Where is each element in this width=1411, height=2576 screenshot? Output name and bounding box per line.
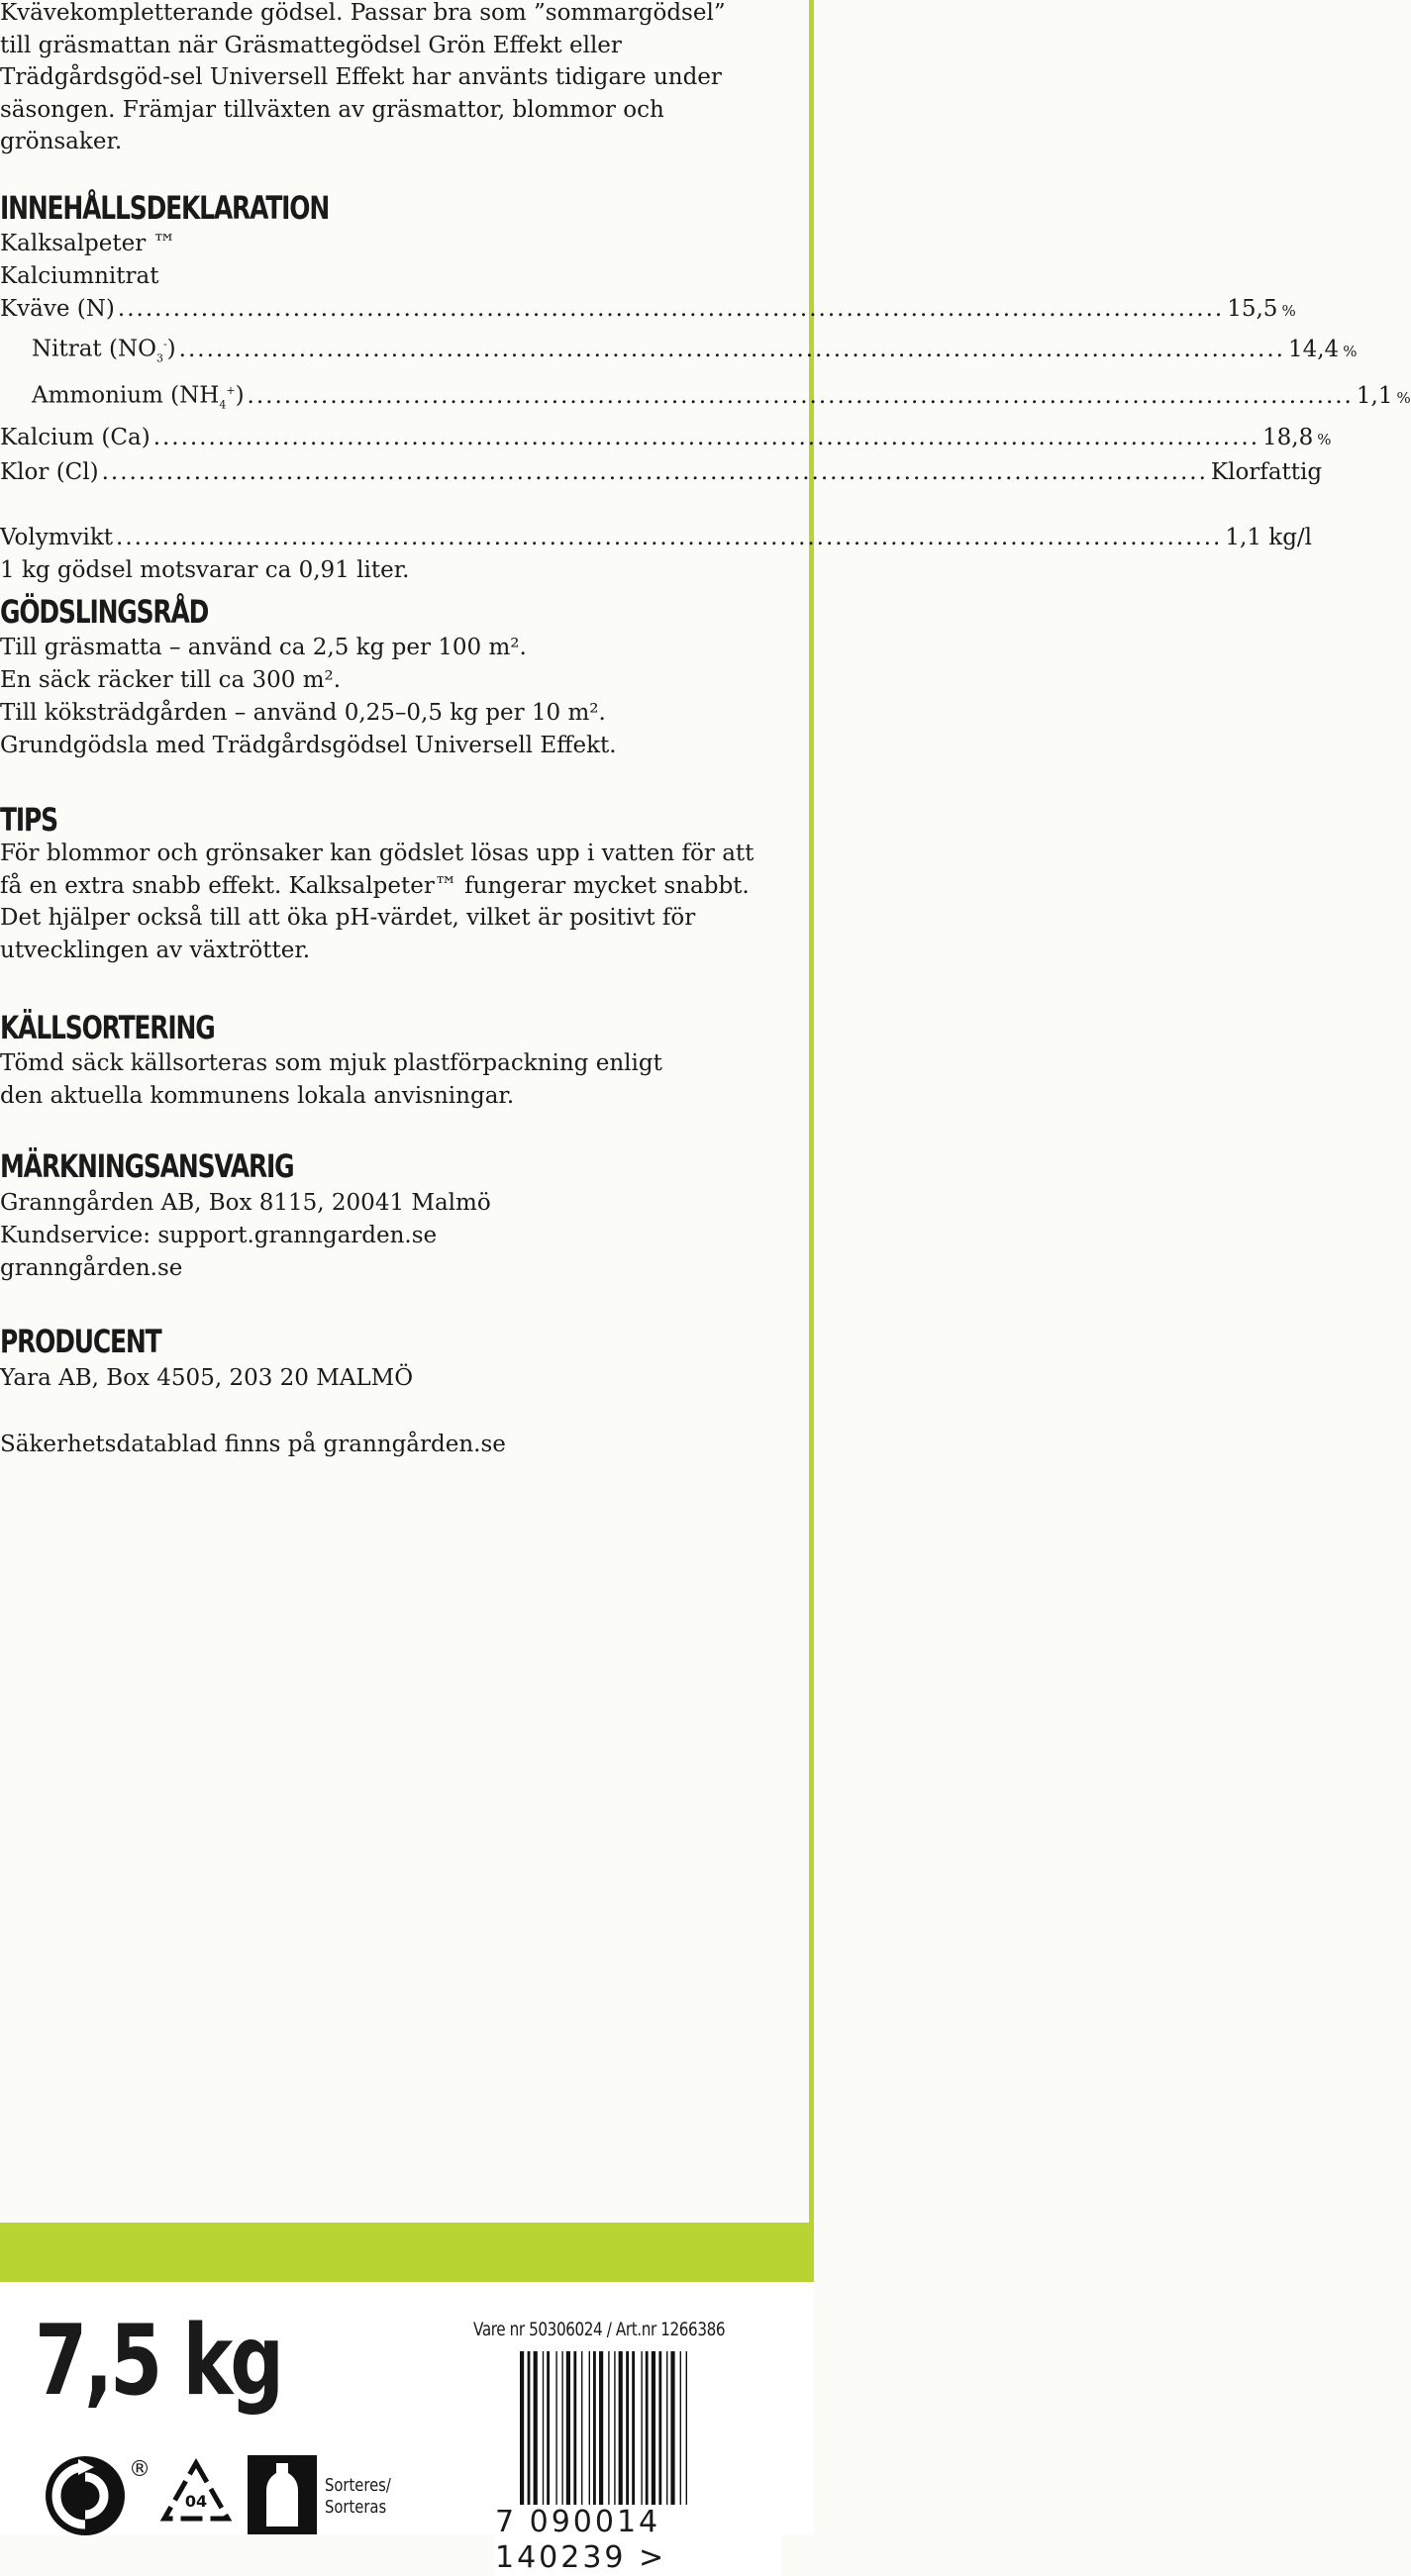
tips-text: För blommor och grönsaker kan gödslet lösas upp i vatten för att få en extra snabb effekt. Kalksalpeter™ fungerar mycket snabbt. Det hjälper också till att öka pH-värdet, vilket är positivt för utvecklingen av växtrötter. (0, 841, 755, 963)
advice-block (0, 632, 738, 762)
volume-note: 1 kg gödsel motsvarar ca 0,91 liter. (0, 556, 410, 583)
bottle-sorting-icon (248, 2455, 317, 2534)
producer-address: Yara AB, Box 4505, 203 20 MALMÖ (0, 1365, 414, 1391)
producer-heading: PRODUCENT (0, 1323, 161, 1360)
advice-heading: GÖDSLINGSRÅD (0, 593, 209, 631)
net-weight: 7,5 kg (35, 2305, 281, 2418)
barcode (520, 2351, 753, 2520)
advice-line: Grundgödsla med Trädgårdsgödsel Universell Effekt. (0, 733, 617, 758)
advice-line: En säck räcker till ca 300 m². (0, 667, 342, 693)
declaration-line-1: Kalksalpeter ™ (0, 231, 176, 256)
recycle-04-icon (156, 2457, 236, 2536)
labeling-line: Granngården AB, Box 8115, 20041 Malmö (0, 1190, 491, 1216)
labeling-block (0, 1187, 738, 1285)
sorting-heading: KÄLLSORTERING (0, 1009, 215, 1046)
sorting-text: Tömd säck källsorteras som mjuk plastförpackning enligt den aktuella kommunens lokala anvisningar. (0, 1050, 662, 1109)
sorting-instructions: Sorteres/ Sorteras (325, 2475, 391, 2518)
row-klor: Klor (Cl) ........................................................................................................................ Klorfattig (0, 458, 1323, 485)
labeling-line: Kundservice: support.granngarden.se (0, 1223, 438, 1248)
row-nitrat: Nitrat $(NO_3^-)$ ........................................................................................................................ 14,4 % (32, 336, 1358, 365)
article-number: Vare nr 50306024 / Art.nr 1266386 (473, 2319, 726, 2340)
row-kvave: Kväve (N) ........................................................................................................................ 15,5 % (0, 296, 1296, 322)
green-band (0, 2223, 814, 2282)
labeling-heading: MÄRKNINGSANSVARIG (0, 1147, 294, 1185)
declaration-line-2: Kalciumnitrat (0, 263, 159, 289)
row-kalcium: Kalcium (Ca) ........................................................................................................................ 18,8 % (0, 424, 1332, 450)
advice-line: Till köksträdgården – använd 0,25–0,5 kg per 10 m². (0, 700, 606, 726)
row-ammonium: Ammonium $(NH_4^+)$ ........................................................................................................................ 1,1 % (32, 382, 1411, 412)
green-dot-icon (45, 2455, 126, 2536)
row-volymvikt: Volymvikt ........................................................................................................................ 1,1 kg/l (0, 524, 1313, 550)
safety-note: Säkerhetsdatablad finns på granngården.se (0, 1432, 506, 1457)
declaration-block (0, 228, 1411, 587)
intro-text: Kvävekompletterande gödsel. Passar bra som ”sommargödsel” till gräsmattan när Gräsmattegödsel Grön Effekt eller Trädgårdsgöd-sel Universell Effekt har använts tidigare under säsongen. Främjar tillväxten av gräsmattor, blommor och grönsaker. (0, 0, 726, 154)
registered-mark: ® (129, 2457, 151, 2482)
barcode-digits: 7 090014 140239 > (495, 2505, 782, 2576)
declaration-heading: INNEHÅLLSDEKLARATION (0, 189, 330, 227)
advice-line: Till gräsmatta – använd ca 2,5 kg per 100 m². (0, 635, 527, 660)
labeling-line: granngården.se (0, 1255, 183, 1281)
tips-heading: TIPS (0, 801, 57, 839)
svg-text:04: 04 (184, 2492, 208, 2511)
